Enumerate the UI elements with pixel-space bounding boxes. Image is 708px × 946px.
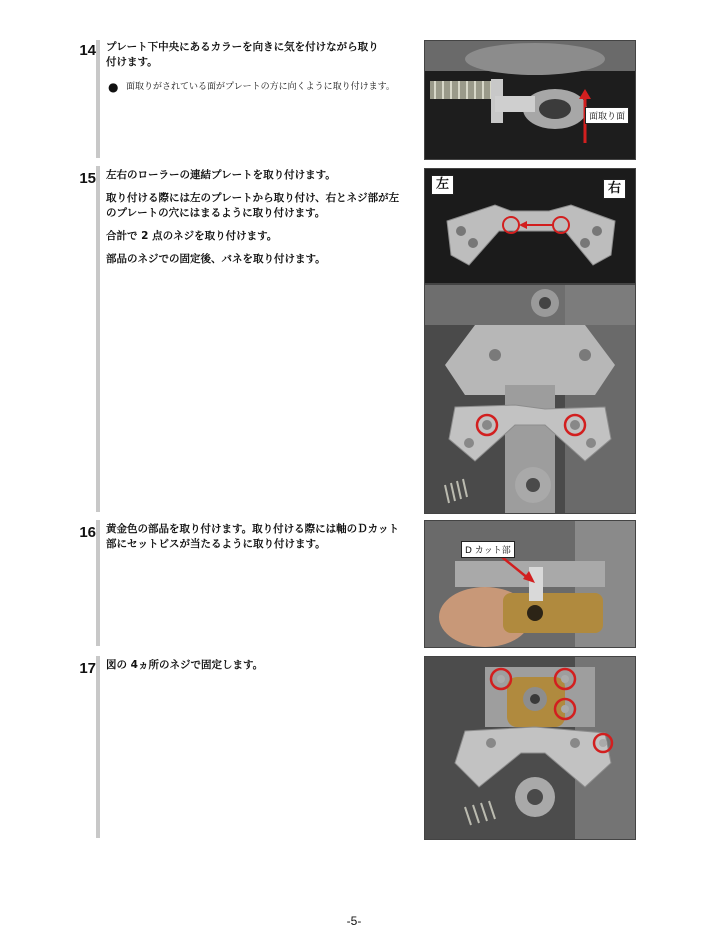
step-text-line: 付けます。 [106,56,158,68]
step-paragraph: 図の 4ヵ所のネジで固定します。 [106,659,264,671]
photo-step-14 [424,40,636,160]
photo-step-15-top [424,168,636,284]
brass-part-illustration [425,521,635,647]
step-paragraph: 合計で 2 点のネジを取り付けます。 [106,230,278,242]
step-paragraph: 左右のローラーの連結プレートを取り付けます。 [106,169,336,181]
step-text [106,658,406,681]
step-text-line: プレート下中央にあるカラーを向きに気を付けながら取り [106,41,379,53]
photo-step-17 [424,656,636,840]
step-paragraph: 部品のネジでの固定後、バネを取り付けます。 [106,253,326,265]
left-label: 左 [431,175,454,195]
page-number: -5- [346,914,362,928]
bullet-dot-icon: ● [108,80,119,94]
step-text [106,168,406,275]
step-paragraph: 取り付ける際には左のプレートから取り付け、右とネジ部が左のプレートの穴にはまるように取り付けます。 [106,192,400,219]
assembled-plate-illustration [425,285,635,513]
chamfer-label: 面取り面 [585,107,629,124]
step-paragraph: 黄金色の部品を取り付けます。取り付ける際には軸のＤカット部にセットビスが当たるように取り付けます。 [106,523,400,550]
dcut-label: D カット部 [461,541,515,558]
step-text [106,40,406,70]
photo-step-15-bottom [424,284,636,514]
collar-photo-illustration [425,41,635,159]
four-screws-illustration [425,657,635,839]
step-number: 14 [79,42,96,59]
step-text [106,522,406,560]
step-bar [96,520,100,646]
step-bar [96,40,100,158]
right-label: 右 [603,179,626,199]
step-bar [96,656,100,838]
step-number: 16 [79,524,96,541]
step-number: 15 [79,170,96,187]
step-number: 17 [79,660,96,677]
photo-step-16 [424,520,636,648]
bullet-text: 面取りがされている面がプレートの方に向くように取り付けます。 [126,82,395,92]
step-bar [96,166,100,512]
